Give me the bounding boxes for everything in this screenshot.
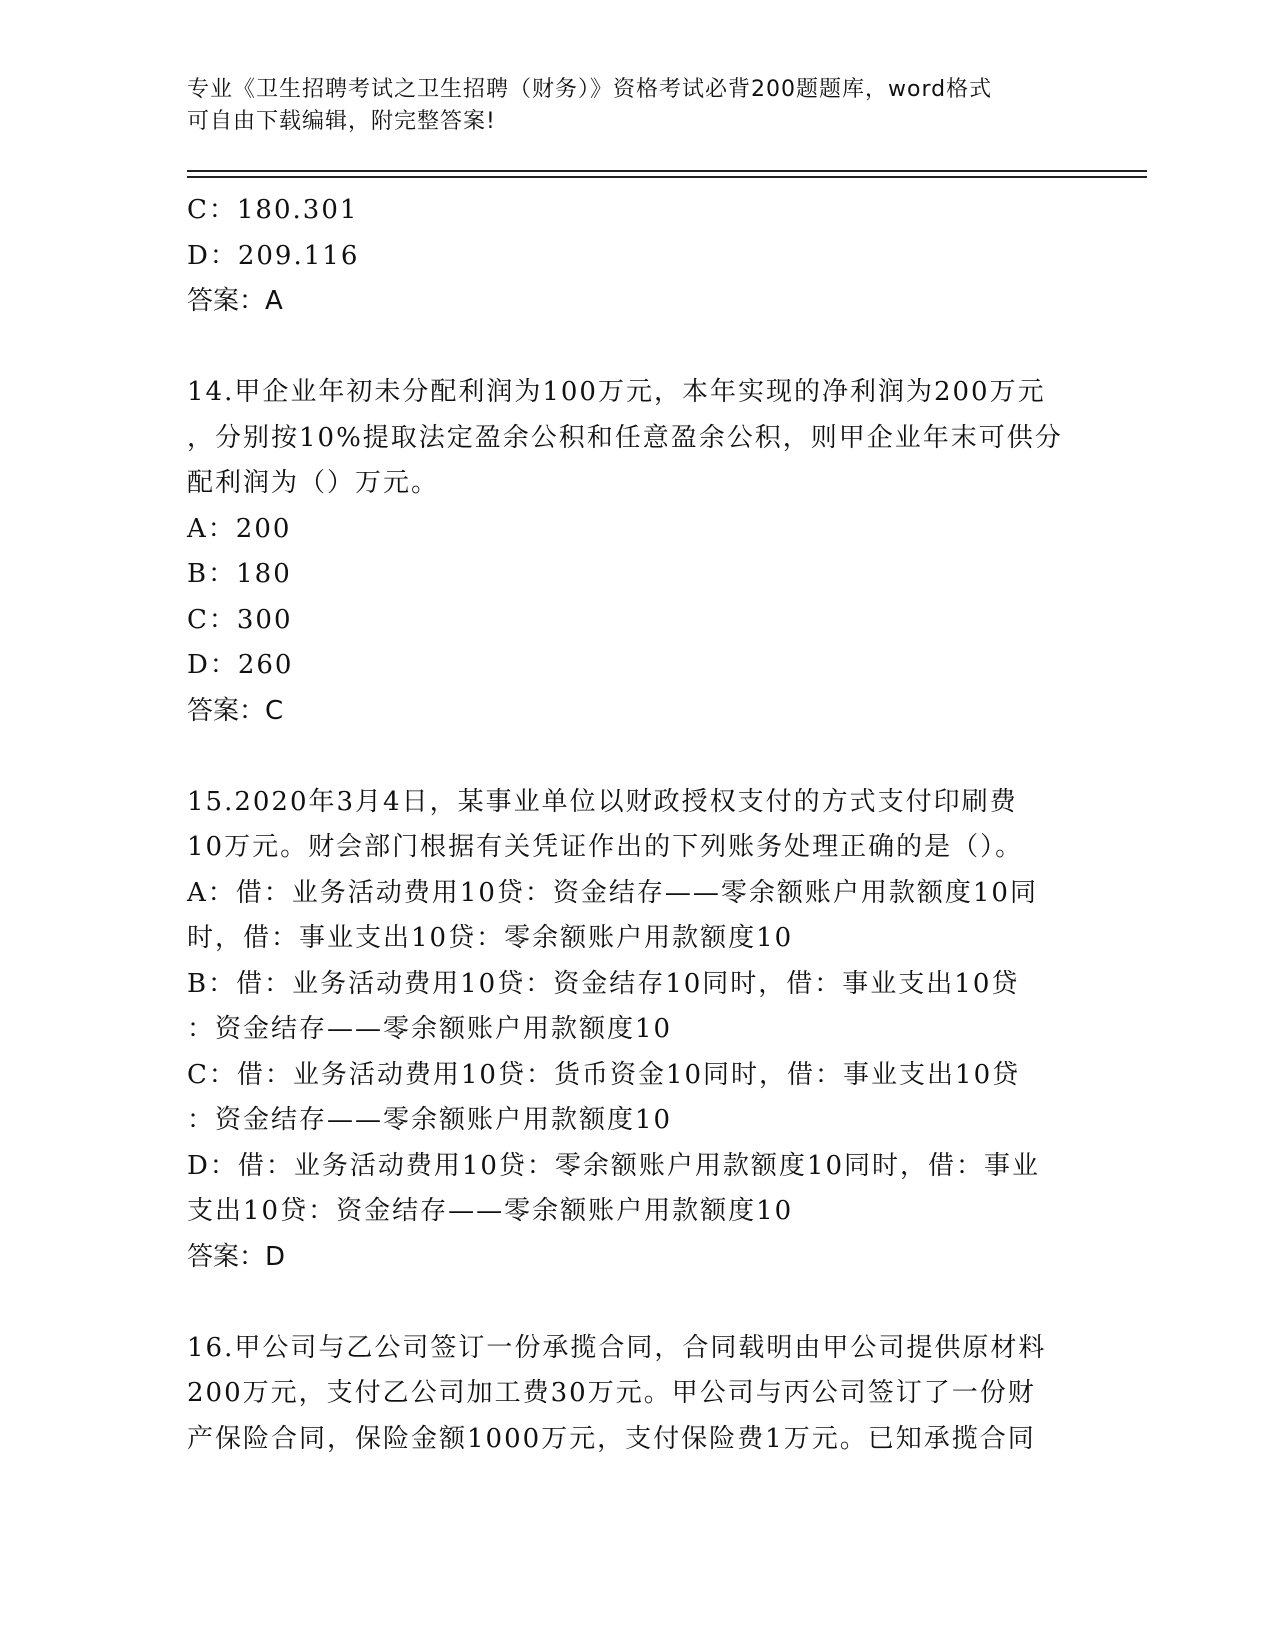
option-b-cont: ：资金结存——零余额账户用款额度10 — [187, 1014, 673, 1044]
option-a-cont: 时，借：事业支出10贷：零余额账户用款额度10 — [187, 923, 794, 953]
question-15 — [187, 780, 1087, 1281]
question-stem-line: 15.2020年3月4日，某事业单位以财政授权支付的方式支付印刷费 — [187, 786, 1018, 817]
option-c: C：借：业务活动费用10贷：货币资金10同时，借：事业支出10贷 — [187, 1059, 1021, 1090]
option-c: C：180.301 — [187, 195, 359, 225]
document-header — [187, 74, 1067, 138]
question-stem-line: 14.甲企业年初未分配利润为100万元，本年实现的净利润为200万元 — [187, 377, 1046, 407]
header-line-2: 可自由下载编辑，附完整答案! — [187, 109, 496, 134]
option-a: A：200 — [187, 513, 292, 544]
option-d: D：借：业务活动费用10贷：零余额账户用款额度10同时，借：事业 — [187, 1150, 1041, 1181]
question-stem-line: 200万元，支付乙公司加工费30万元。甲公司与丙公司签订了一份财 — [187, 1378, 1036, 1408]
document-body — [187, 188, 1087, 1462]
option-d-cont: 支出10贷：资金结存——零余额账户用款额度10 — [187, 1196, 794, 1226]
question-14 — [187, 370, 1087, 734]
option-b: B：180 — [187, 559, 292, 589]
question-stem-line: 产保险合同，保险金额1000万元，支付保险费1万元。已知承揽合同 — [187, 1423, 1036, 1454]
question-16 — [187, 1326, 1087, 1463]
question-stem-line: 配利润为（）万元。 — [187, 468, 440, 498]
question-stem-line: 16.甲公司与乙公司签订一份承揽合同，合同载明由甲公司提供原材料 — [187, 1332, 1047, 1363]
header-rule-top — [187, 170, 1147, 172]
option-a: A：借：业务活动费用10贷：资金结存——零余额账户用款额度10同 — [187, 877, 1038, 908]
option-b: B：借：业务活动费用10贷：资金结存10同时，借：事业支出10贷 — [187, 968, 1020, 999]
header-rule-bottom — [187, 176, 1147, 178]
answer: 答案：C — [187, 695, 284, 726]
option-c-cont: ：资金结存——零余额账户用款额度10 — [187, 1105, 673, 1135]
option-d: D：209.116 — [187, 240, 360, 271]
option-c: C：300 — [187, 604, 293, 635]
question-stem-line: 10万元。财会部门根据有关凭证作出的下列账务处理正确的是（）。 — [187, 832, 1024, 862]
option-d: D：260 — [187, 650, 294, 680]
header-line-1: 专业《卫生招聘考试之卫生招聘（财务）》资格考试必背200题题库，word格式 — [187, 77, 993, 102]
answer: 答案：D — [187, 1241, 286, 1272]
question-stem-line: ，分别按10%提取法定盈余公积和任意盈余公积，则甲企业年末可供分 — [187, 422, 1063, 453]
question-13-continued — [187, 188, 1087, 325]
answer: 答案：A — [187, 286, 283, 316]
